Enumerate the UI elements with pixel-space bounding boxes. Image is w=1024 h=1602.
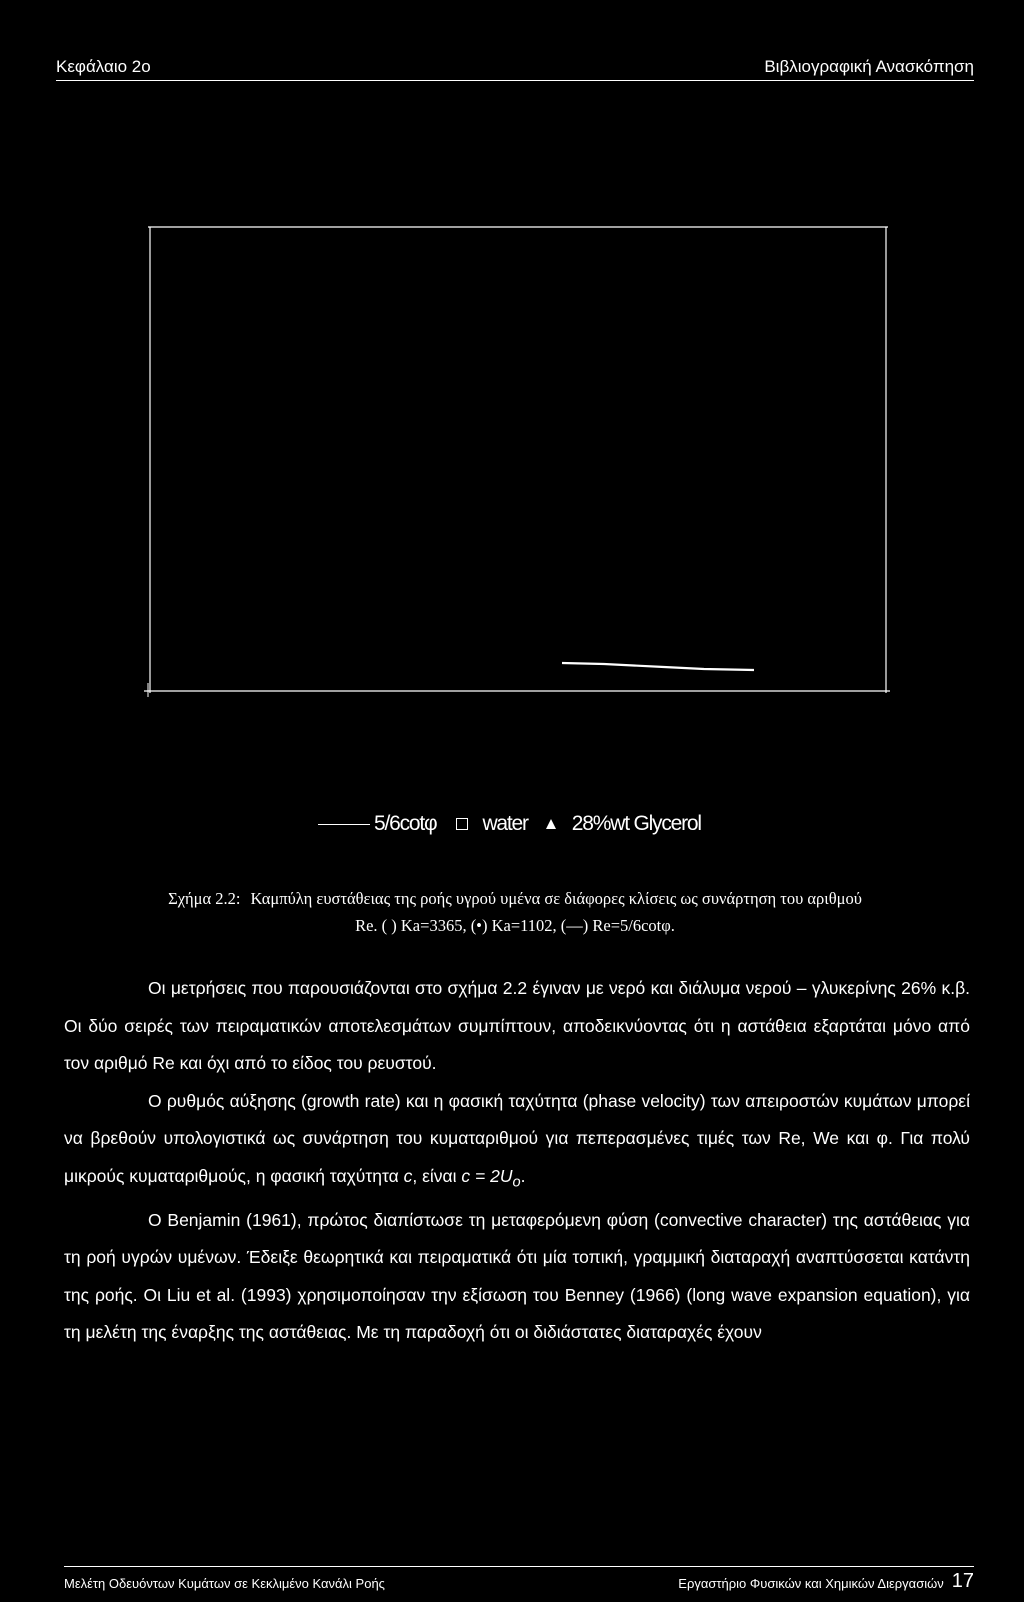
chapter-title: Κεφάλαιο 2ο [56,57,151,76]
caption-text-1: Καμπύλη ευστάθειας της ροής υγρού υμένα σε διάφορες κλίσεις ως συνάρτηση του αριθμού [250,889,862,908]
paragraph-2-text: Ο ρυθμός αύξησης (growth rate) και η φασική ταχύτητα (phase velocity) των απειροστών κυμάτων μπορεί να βρεθούν υπολογιστικά ως συνάρτηση του κυματαριθμού για πεπερασμένες τιμές των Re, We και φ. Για πολύ μικρούς κυματαριθμούς, η φασική ταχύτητα [64,1090,970,1186]
paragraph-3: Ο Benjamin (1961), πρώτος διαπίστωσε τη μεταφερόμενη φύση (convective character) της αστάθειας για τη ροή υγρών υμένων. Έδειξε θεωρητικά και πειραματικά ότι μία τοπική, γραμμική διαταραχή αναπτύσσεται κατάντη της ροής. Οι Liu et al. (1993) χρησιμοποίησαν την εξίσωση του Benney (1966) (long wave expansion equation), για τη μελέτη της έναρξης της αστάθειας. Με τη παραδοχή ότι οι διδιάστατες διαταραχές έχουν [64,1209,970,1342]
triangle-legend-marker [546,819,556,829]
symbol-c: c [403,1165,413,1186]
line-legend-label: 5/6cotφ [374,812,437,835]
figure-plot [144,225,904,705]
stability-curve [562,663,754,670]
footer-title: Μελέτη Οδευόντων Κυμάτων σε Κεκλιμένο Κανάλι Ροής [64,1576,385,1591]
formula: c = 2U [461,1165,513,1186]
footer-right [678,1571,974,1591]
section-title: Βιβλιογραφική Ανασκόπηση [764,57,974,76]
formula-subscript: o [512,1174,521,1190]
caption-label: Σχήμα 2.2: [168,889,241,908]
paragraph-2 [64,1083,970,1202]
paragraph-2-end: . [520,1165,526,1186]
caption-line-1 [70,885,960,912]
figure-legend [318,812,701,836]
caption-line-2: Re. ( ) Ka=3365, (•) Ka=1102, (—) Re=5/6cotφ. [355,916,675,935]
line-legend-marker [318,824,370,825]
stability-figure [144,225,904,705]
page-footer [64,1566,974,1591]
figure-caption [70,885,960,939]
paragraph-2-mid: , είναι [412,1165,462,1186]
body-text [64,970,970,1352]
paragraph-1: Οι μετρήσεις που παρουσιάζονται στο σχήμα 2.2 έγιναν με νερό και διάλυμα νερού – γλυκερίνης 26% κ.β. Οι δύο σειρές των πειραματικών αποτελεσμάτων συμπίπτουν, αποδεικνύοντας ότι η αστάθεια εξαρτάται μόνο από τον αριθμό Re και όχι από το είδος του ρευστού. [64,978,970,1073]
square-legend-marker [456,818,468,830]
water-legend-label: water [482,812,528,835]
page-header [56,56,974,81]
glycerol-legend-label: 28%wt Glycerol [571,812,701,835]
page-number: 17 [951,1570,974,1592]
footer-lab: Εργαστήριο Φυσικών και Χημικών Διεργασιών [678,1576,944,1591]
